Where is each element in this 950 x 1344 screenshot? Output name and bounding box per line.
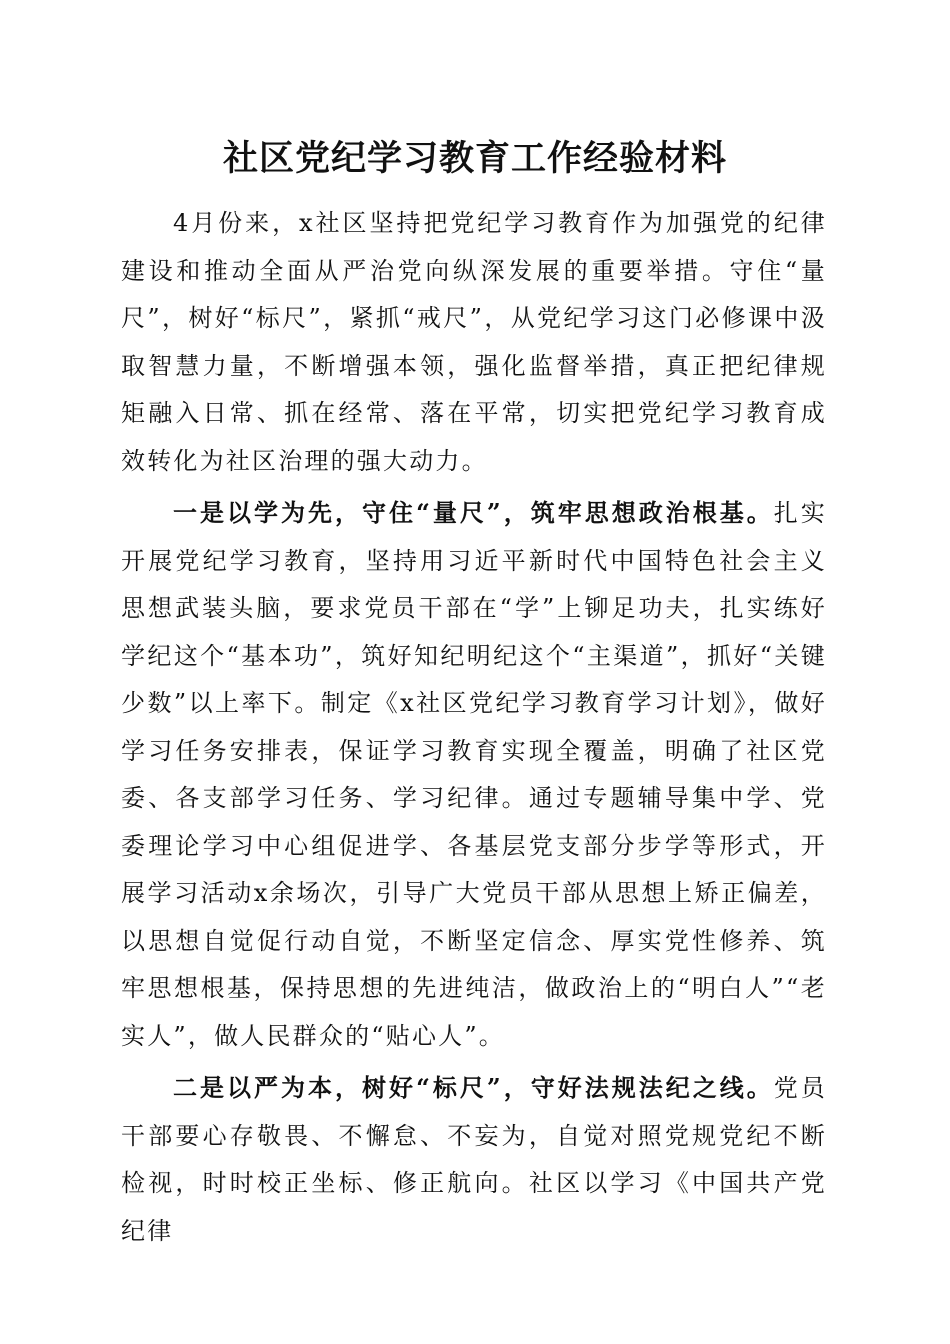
document-title: 社区党纪学习教育工作经验材料 bbox=[222, 138, 727, 179]
paragraph-text: 4月份来，x社区坚持把党纪学习教育作为加强党的纪律建设和推动全面从严治党向纵深发展的重要举措。守住“量尺”，树好“标尺”，紧抓“戒尺”，从党纪学习这门必修课中汲取智慧力量，不断增强本领，强化监督举措，真正把纪律规矩融入日常、抓在经常、落在平常，切实把党纪学习教育成效转化为社区治理的强大动力。 bbox=[121, 209, 827, 475]
paragraph-text: 扎实开展党纪学习教育，坚持用习近平新时代中国特色社会主义思想武装头脑，要求党员干部在“学”上铆足功夫，扎实练好学纪这个“基本功”，筑好知纪明纪这个“主渠道”，抓好“关键少数”以上率下。制定《x社区党纪学习教育学习计划》，做好学习任务安排表，保证学习教育实现全覆盖，明确了社区党委、各支部学习任务、学习纪律。通过专题辅导集中学、党委理论学习中心组促进学、各基层党支部分步学等形式，开展学习活动x余场次，引导广大党员干部从思想上矫正偏差，以思想自觉促行动自觉，不断坚定信念、厚实党性修养、筑牢思想根基，保持思想的先进纯洁，做政治上的“明白人”“老实人”，做人民群众的“贴心人”。 bbox=[121, 499, 827, 1050]
section-heading: 二是以严为本，树好“标尺”，守好法规法纪之线。 bbox=[173, 1073, 774, 1102]
paragraph-section-1 bbox=[121, 489, 827, 1060]
document-body bbox=[121, 200, 827, 1259]
paragraph-text: 党员干部要心存敬畏、不懈怠、不妄为，自觉对照党规党纪不断检视，时时校正坐标、修正航向。社区以学习《中国共产党纪律 bbox=[121, 1074, 827, 1245]
section-heading: 一是以学为先，守住“量尺”，筑牢思想政治根基。 bbox=[173, 498, 774, 527]
paragraph-section-2 bbox=[121, 1064, 827, 1255]
paragraph-intro bbox=[121, 200, 827, 485]
